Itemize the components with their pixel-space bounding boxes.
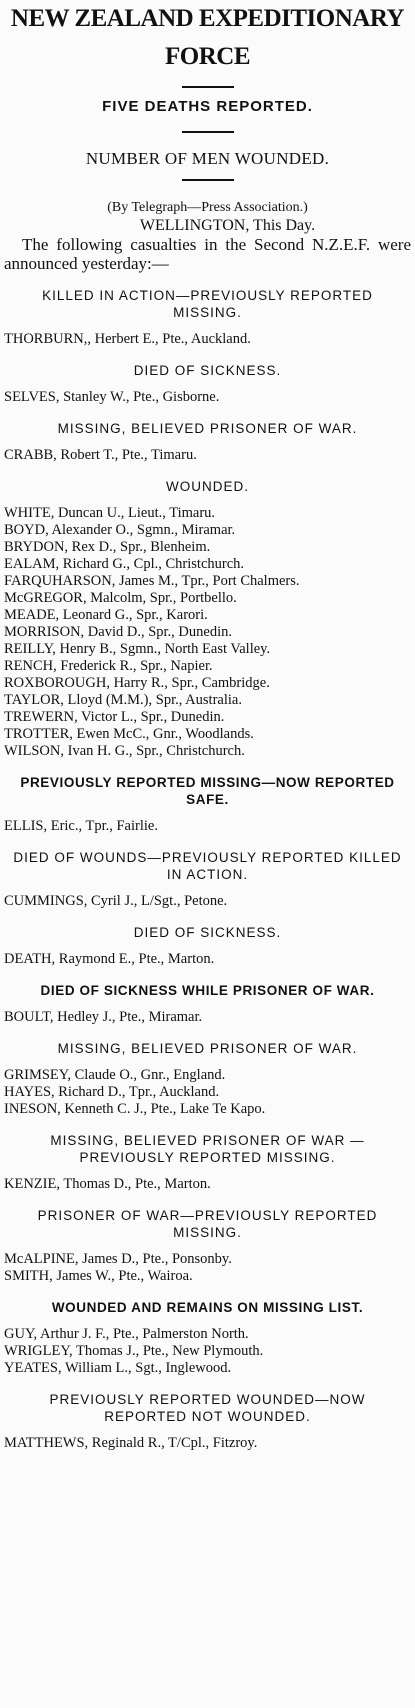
- casualty-entry: MEADE, Leonard G., Spr., Karori.: [4, 607, 208, 623]
- casualty-entry: FARQUHARSON, James M., Tpr., Port Chalmers.: [4, 573, 300, 589]
- casualty-entry: DEATH, Raymond E., Pte., Marton.: [4, 951, 215, 967]
- casualty-entry: CUMMINGS, Cyril J., L/Sgt., Petone.: [4, 893, 228, 909]
- section-heading: PREVIOUSLY REPORTED WOUNDED—NOW REPORTED NOT WOUNDED.: [49, 1392, 366, 1424]
- casualty-list: [4, 1251, 411, 1285]
- casualty-section: [0, 1207, 415, 1285]
- divider-rule: [182, 131, 234, 133]
- casualty-entry: THORBURN,, Herbert E., Pte., Auckland.: [4, 331, 251, 347]
- casualty-entry: WILSON, Ivan H. G., Spr., Christchurch.: [4, 743, 245, 759]
- casualty-section: [0, 924, 415, 968]
- casualty-entry: WRIGLEY, Thomas J., Pte., New Plymouth.: [4, 1343, 264, 1359]
- casualty-entry: EALAM, Richard G., Cpl., Christchurch.: [4, 556, 245, 572]
- casualty-list: [4, 1009, 411, 1026]
- casualty-entry: REILLY, Henry B., Sgmn., North East Valley.: [4, 641, 271, 657]
- casualty-section: [0, 849, 415, 910]
- casualty-entry: RENCH, Frederick R., Spr., Napier.: [4, 658, 213, 674]
- section-heading: PRISONER OF WAR—PREVIOUSLY REPORTED MISSING.: [37, 1208, 378, 1240]
- casualty-entry: GRIMSEY, Claude O., Gnr., England.: [4, 1067, 226, 1083]
- dateline: WELLINGTON, This Day.: [139, 217, 316, 234]
- casualty-list: [4, 447, 411, 464]
- divider-rule: [182, 86, 234, 88]
- casualty-entry: TAYLOR, Lloyd (M.M.), Spr., Australia.: [4, 692, 242, 708]
- casualty-entry: ROXBOROUGH, Harry R., Spr., Cambridge.: [4, 675, 270, 691]
- casualty-entry: CRABB, Robert T., Pte., Timaru.: [4, 447, 197, 463]
- casualty-entry: BOULT, Hedley J., Pte., Miramar.: [4, 1009, 203, 1025]
- divider-rule: [182, 179, 234, 181]
- casualty-entry: MATTHEWS, Reginald R., T/Cpl., Fitzroy.: [4, 1435, 258, 1451]
- casualty-section: [0, 1132, 415, 1193]
- casualty-section: [0, 774, 415, 835]
- casualty-entry: TREWERN, Victor L., Spr., Dunedin.: [4, 709, 225, 725]
- casualty-section: [0, 1391, 415, 1452]
- section-heading: DIED OF SICKNESS WHILE PRISONER OF WAR.: [40, 983, 375, 998]
- casualty-entry: MORRISON, David D., Spr., Dunedin.: [4, 624, 232, 640]
- casualty-entry: McGREGOR, Malcolm, Spr., Portbello.: [4, 590, 237, 606]
- headline-line-1: NEW ZEALAND EXPEDITIONARY: [10, 5, 405, 32]
- casualty-list: [4, 505, 411, 760]
- casualty-sections: [0, 287, 415, 1452]
- casualty-entry: WHITE, Duncan U., Lieut., Timaru.: [4, 505, 216, 521]
- casualty-list: [4, 389, 411, 406]
- subheadline-wounded: NUMBER OF MEN WOUNDED.: [85, 149, 330, 168]
- casualty-entry: GUY, Arthur J. F., Pte., Palmerston North.: [4, 1326, 249, 1342]
- casualty-entry: HAYES, Richard D., Tpr., Auckland.: [4, 1084, 220, 1100]
- casualty-section: [0, 1299, 415, 1377]
- casualty-list: [4, 818, 411, 835]
- casualty-list: [4, 1326, 411, 1377]
- headline-line-2: FORCE: [165, 43, 250, 70]
- section-heading: MISSING, BELIEVED PRISONER OF WAR.: [57, 421, 358, 436]
- casualty-section: [0, 287, 415, 348]
- casualty-entry: ELLIS, Eric., Tpr., Fairlie.: [4, 818, 158, 834]
- casualty-list: [4, 1067, 411, 1118]
- section-heading: KILLED IN ACTION—PREVIOUSLY REPORTED MISSING.: [42, 288, 373, 320]
- casualty-entry: KENZIE, Thomas D., Pte., Marton.: [4, 1176, 211, 1192]
- casualty-list: [4, 1176, 411, 1193]
- casualty-section: [0, 420, 415, 464]
- casualty-entry: BOYD, Alexander O., Sgmn., Miramar.: [4, 522, 236, 538]
- casualty-entry: YEATES, William L., Sgt., Inglewood.: [4, 1360, 232, 1376]
- section-heading: WOUNDED AND REMAINS ON MISSING LIST.: [51, 1300, 364, 1315]
- casualty-list: [4, 893, 411, 910]
- casualty-entry: BRYDON, Rex D., Spr., Blenheim.: [4, 539, 211, 555]
- casualty-section: [0, 1040, 415, 1118]
- casualty-section: [0, 982, 415, 1026]
- casualty-list: [4, 951, 411, 968]
- casualty-entry: INESON, Kenneth C. J., Pte., Lake Te Kapo.: [4, 1101, 266, 1117]
- section-heading: DIED OF SICKNESS.: [133, 925, 282, 940]
- casualty-section: [0, 362, 415, 406]
- casualty-entry: McALPINE, James D., Pte., Ponsonby.: [4, 1251, 232, 1267]
- casualty-entry: TROTTER, Ewen McC., Gnr., Woodlands.: [4, 726, 254, 742]
- section-heading: PREVIOUSLY REPORTED MISSING—NOW REPORTED SAFE.: [20, 775, 395, 807]
- casualty-list: [4, 1435, 411, 1452]
- section-heading: WOUNDED.: [166, 479, 249, 494]
- subheadline-deaths: FIVE DEATHS REPORTED.: [102, 98, 313, 115]
- casualty-entry: SMITH, James W., Pte., Wairoa.: [4, 1268, 193, 1284]
- casualty-entry: SELVES, Stanley W., Pte., Gisborne.: [4, 389, 220, 405]
- section-heading: MISSING, BELIEVED PRISONER OF WAR —PREVIOUSLY REPORTED MISSING.: [50, 1133, 365, 1165]
- press-credit: (By Telegraph—Press Association.): [107, 200, 308, 215]
- section-heading: MISSING, BELIEVED PRISONER OF WAR.: [57, 1041, 358, 1056]
- section-heading: DIED OF SICKNESS.: [133, 363, 282, 378]
- intro-paragraph: The following casualties in the Second N.Z.E.F. were announced yesterday:—: [4, 235, 411, 273]
- casualty-section: [0, 478, 415, 760]
- casualty-list: [4, 331, 411, 348]
- section-heading: DIED OF WOUNDS—PREVIOUSLY REPORTED KILLED IN ACTION.: [13, 850, 402, 882]
